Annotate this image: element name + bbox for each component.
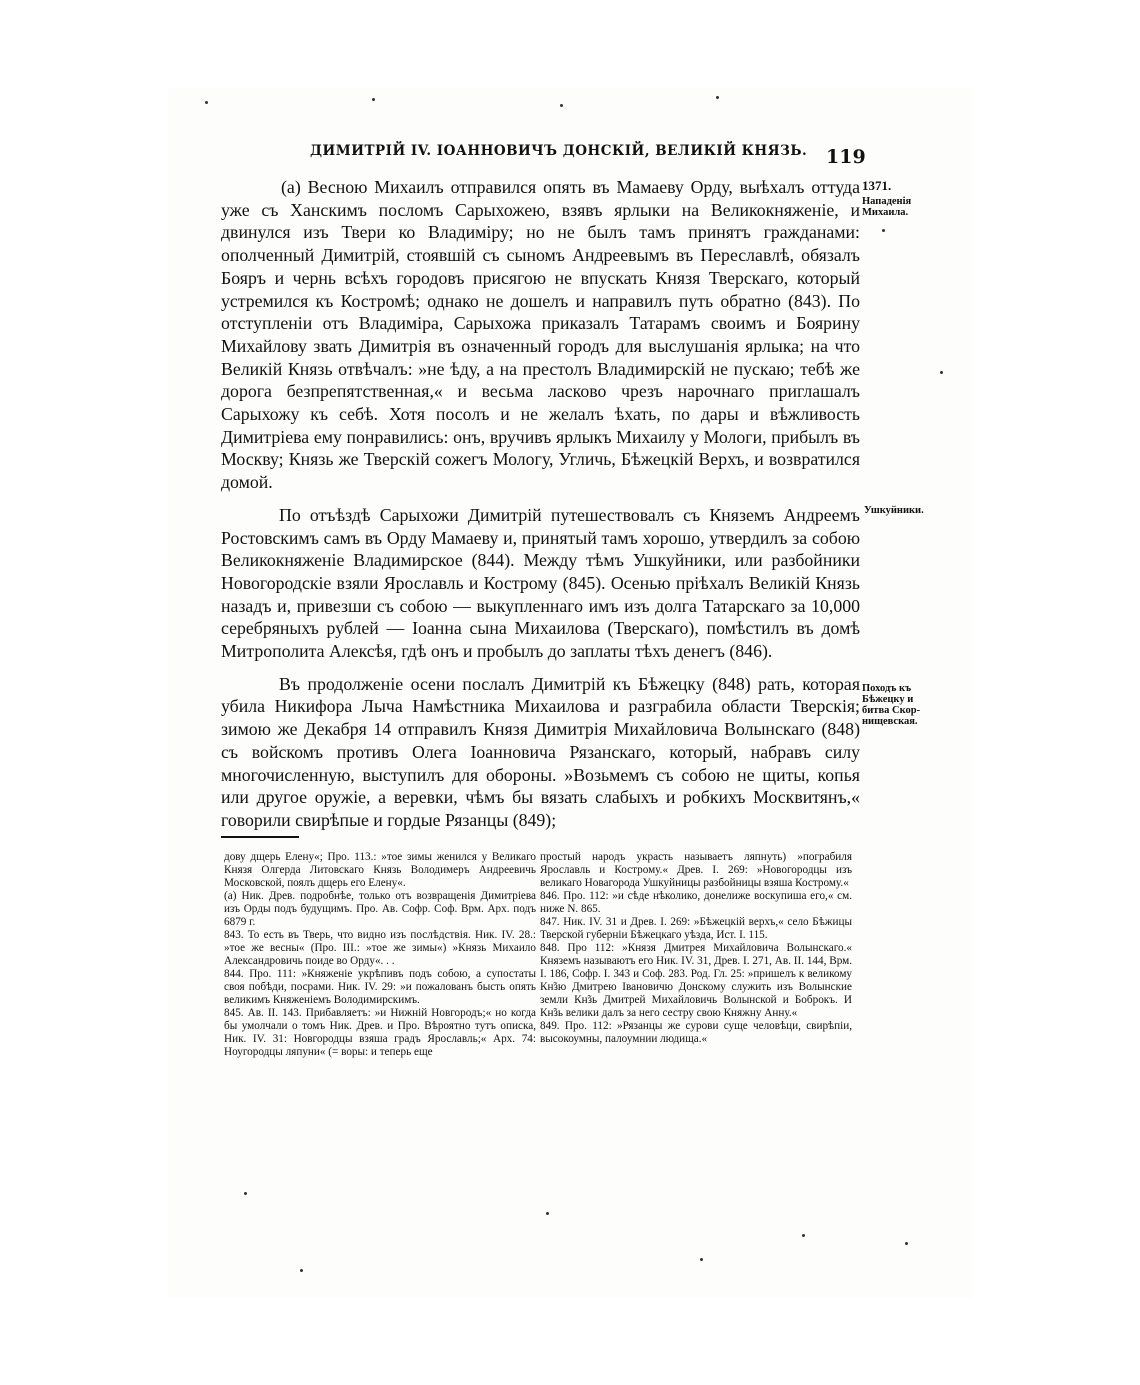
footnote: дову дщерь Елену«; Про. 113.: »тое зимы женился у Великаго Князя Олгерда Литовскаго Князь Володимеръ Андреевичь Московской, поялъ дщерь его Елену«. (224, 851, 536, 889)
main-text (221, 176, 860, 842)
margin-note-1-line-2: Михаила. (862, 207, 909, 218)
margin-year: 1371. (862, 178, 892, 193)
scan-speck (940, 371, 943, 374)
margin-note-1 (862, 196, 911, 218)
scan-speck (205, 101, 208, 104)
footnote: 844. Про. 111: »Княженіе укрѣпивъ подъ собою, а супостаты своя побѣди, посрами. Ник. IV. 29: »и пожалованъ бысть опять великимъ Княженіемъ Володимирскимъ. (224, 968, 536, 1006)
page-number: 119 (826, 146, 866, 168)
margin-note-3-line-2: Бѣжецку и (862, 694, 914, 705)
footnote: 846. Про. 112: »и сѣде нѣколико, донелиже воскупиша его,« см. ниже N. 865. (540, 890, 852, 915)
margin-note-3-line-1: Походъ къ (862, 683, 912, 694)
paragraph-2: По отъѣздѣ Сарыхожи Димитрій путешествовалъ съ Княземъ Андреемъ Ростовскимъ самъ въ Орду Мамаеву и, принятый тамъ хорошо, утвердилъ за собою Великокняженіе Владимирское (844). Между тѣмъ Ушкуйники, или разбойники Новогородскіе взяли Ярославль и Кострому (845). Осенью пріѣхалъ Великій Князь назадъ и, привезши съ собою — выкупленнаго имъ изъ долга Татарскаго за 10,000 серебряныхъ рублей — Іоанна сына Михаилова (Тверскаго), помѣстилъ въ домѣ Митрополита Алексѣя, гдѣ онъ и пробылъ до заплаты тѣхъ денегъ (846). (221, 504, 860, 662)
paragraph-3: Въ продолженіе осени послалъ Димитрій къ Бѣжецку (848) рать, которая убила Никифора Лыча Намѣстника Михаилова и разграбила области Тверскія; зимою же Декабря 14 отправилъ Князя Димитрія Михайловича Волынскаго (848) съ войскомъ противъ Олега Іоанновича Рязанскаго, который, набравъ силу многочисленную, выступилъ для обороны. »Возьмемъ съ собою не щиты, копья или другое оружіе, а веревки, чѣмъ бы вязать слабыхъ и робкихъ Москвитянъ,« говорили свирѣпые и гордые Рязанцы (849); (221, 673, 860, 830)
margin-note-1-line-1: Нападенія (862, 196, 912, 207)
footnote: 848. Про 112: »Князя Дмитрея Михайловича Волынскаго.« Княземъ называютъ его Ник. IV. 31, Древ. I. 271, Ав. II. 144, Врм. I. 186, Софр. I. 343 и Соф. 283. Род. Гл. 25: »пришелъ к великому Кн̃зю Дмитрею Івановичю Донскому служить изъ Волынские земли Кн̃зь Дмитрей Михайловичь Волынской и Боброкъ. И Кн̃зь велики далъ за него сестру свою Княжну Анну.« (540, 942, 852, 1019)
margin-note-3-line-3: битва Скор- (862, 705, 921, 716)
margin-note-2: Ушкуйники. (864, 505, 924, 516)
scan-speck (882, 229, 885, 232)
scan-speck (546, 1212, 549, 1215)
footnotes-right-column (540, 851, 852, 1046)
scan-speck (905, 1242, 908, 1245)
footnote: 849. Про. 112: »Рязанцы же сурови суще человѣци, свирѣпіи, высокоумны, палоумнии людища.« (540, 1020, 852, 1045)
scan-speck (372, 98, 375, 101)
scan-speck (560, 104, 563, 107)
scan-speck (300, 1269, 303, 1272)
running-title: ДИМИТРІЙ IV. ІОАННОВИЧЪ ДОНСКІЙ, ВЕЛИКІЙ КНЯЗЬ. (310, 143, 808, 159)
footnote: 847. Ник. IV. 31 и Древ. I. 269: »Бѣжецкій верхъ,« село Бѣжицы Тверской губерніи Бѣжецкаго уѣзда, Ист. I. 115. (540, 916, 852, 941)
paragraph-1: (а) Весною Михаилъ отправился опять въ Мамаеву Орду, выѣхалъ оттуда уже съ Ханскимъ посломъ Сарыхожею, взявъ ярлыки на Великокняженіе, и двинулся изъ Твери ко Владиміру; но не былъ тамъ принятъ гражданами: ополченный Димитрій, стоявшій съ сыномъ Андреевымъ въ Переславлѣ, обязалъ Бояръ и чернь всѣхъ городовъ присягою не впускать Князя Тверскаго, который устремился къ Костромѣ; однако не дошелъ и направилъ путь обратно (843). По отступленіи отъ Владиміра, Сарыхожа приказалъ Татарамъ своимъ и Боярину Михайлову звать Димитрія въ означенный городъ для выслушанія ярлыка; на что Великій Князь отвѣчалъ: »не ѣду, а на престолъ Владимирскій не пускаю; тебѣ же дорога безпрепятственная,« и весьма ласково чрезъ нарочнаго приглашалъ Сарыхожу къ себѣ. Хотя посолъ и не желалъ ѣхать, по дары и вѣжливость Димитріева ему понравились: онъ, вручивъ ярлыкъ Михаилу у Мологи, прибылъ въ Москву; Князь же Тверскій сожегъ Мологу, Угличь, Бѣжецкій Верхъ, и возвратился домой. (221, 177, 860, 493)
scan-speck (802, 1234, 805, 1237)
margin-note-3 (862, 683, 920, 727)
scan-speck (244, 1192, 247, 1195)
scan-speck (716, 96, 719, 99)
footnote: простый народъ украсть называетъ ляпнуть) »пограбиля Ярославль и Кострому.« Древ. I. 269: »Новогородцы изъ великаго Новагорода Ушкуйницы разбойницы взяша Кострому.« (540, 851, 852, 889)
scan-speck (700, 1258, 703, 1261)
footnote-rule (221, 836, 299, 838)
footnote: 843. То есть въ Тверь, что видно изъ послѣдствія. Ник. IV. 28.: »тое же весны« (Про. III.: »тое же зимы«) »Князь Михаило Александровичь поиде во Орду«. . . (224, 929, 536, 967)
footnote: (а) Ник. Древ. подробнѣе, только отъ возвращенія Димитріева изъ Орды подъ будущимъ. Про. Ав. Софр. Соф. Врм. Арх. подъ 6879 г. (224, 890, 536, 928)
footnote: 845. Ав. II. 143. Прибавляетъ: »и Нижній Новгородъ;« но когда бы умолчали о томъ Ник. Древ. и Про. Вѣроятно тутъ описка, Ник. IV. 31: Новгородцы взяша градъ Ярославль;« Арх. 74: Ноугородцы ляпуни« (= воры: и теперь еще (224, 1007, 536, 1058)
footnotes-left-column (224, 851, 536, 1059)
margin-note-3-line-4: нищевская. (862, 716, 918, 727)
